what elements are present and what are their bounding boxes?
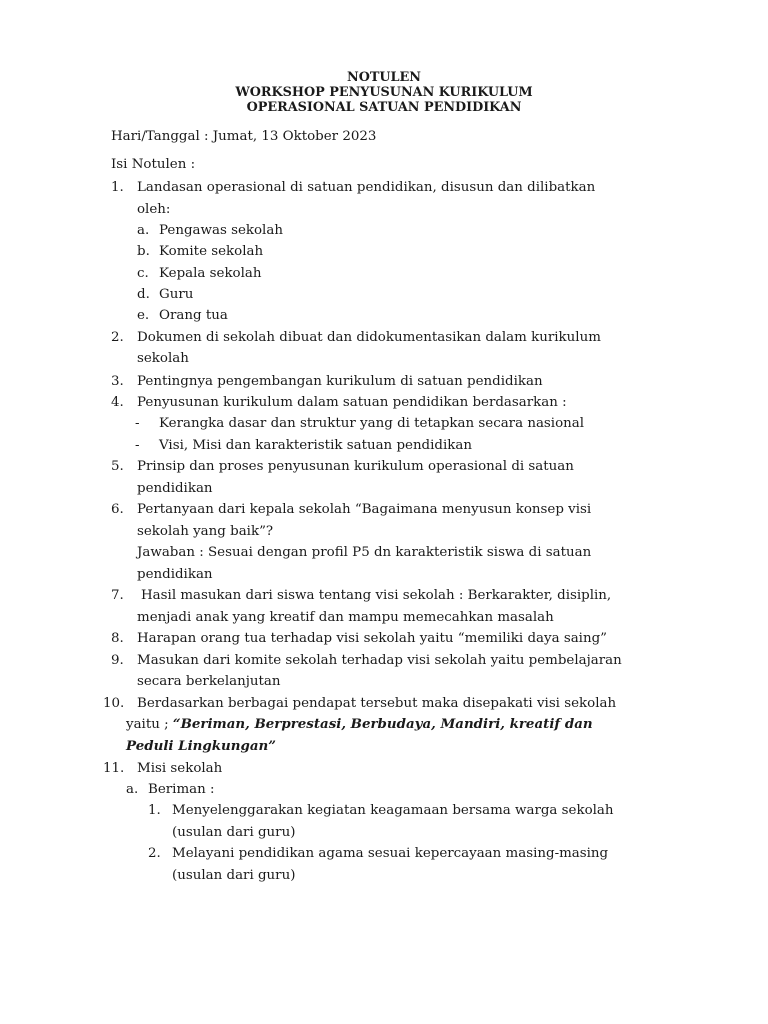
item-4-sub-text: Kerangka dasar dan struktur yang di tetapkan secara nasional xyxy=(159,416,585,431)
item-1-sub-text: Guru xyxy=(159,287,194,302)
item-11-number: 11. xyxy=(103,761,125,776)
item-11-text: Misi sekolah xyxy=(137,761,223,776)
item-9-number: 9. xyxy=(111,653,124,668)
item-8-number: 8. xyxy=(111,631,124,646)
item-1-sub-marker: a. xyxy=(137,223,150,238)
item-1-text: Landasan operasional di satuan pendidikan, disusun dan dilibatkan xyxy=(137,180,596,195)
item-3-text: Pentingnya pengembangan kurikulum di satuan pendidikan xyxy=(137,374,543,389)
item-4-sub-bullet: - xyxy=(135,416,140,431)
item-2-number: 2. xyxy=(111,330,124,345)
item-11-sub-marker: a. xyxy=(126,782,139,797)
mission-number: 2. xyxy=(148,846,161,861)
isi-notulen-label: Isi Notulen : xyxy=(111,157,196,172)
item-10-text: Berdasarkan berbagai pendapat tersebut maka disepakati visi sekolah xyxy=(137,696,617,711)
date-line: Hari/Tanggal : Jumat, 13 Oktober 2023 xyxy=(111,129,377,144)
item-10-number: 10. xyxy=(103,696,125,711)
mission-number: 1. xyxy=(148,803,161,818)
item-1-sub-text: Pengawas sekolah xyxy=(159,223,283,238)
item-11-sub-text: Beriman : xyxy=(148,782,215,797)
item-6-answer-cont: pendidikan xyxy=(137,567,213,582)
item-7-text: Hasil masukan dari siswa tentang visi sekolah : Berkarakter, disiplin, xyxy=(141,588,612,603)
item-6-answer: Jawaban : Sesuai dengan profil P5 dn karakteristik siswa di satuan xyxy=(137,545,592,560)
item-6-text: Pertanyaan dari kepala sekolah “Bagaimana menyusun konsep visi xyxy=(137,502,592,517)
item-1-number: 1. xyxy=(111,180,124,195)
mission-text: Melayani pendidikan agama sesuai kepercayaan masing-masing xyxy=(172,846,609,861)
item-1-sub-text: Komite sekolah xyxy=(159,244,264,259)
item-5-number: 5. xyxy=(111,459,124,474)
item-1-sub-marker: e. xyxy=(137,308,150,323)
item-1-sub-marker: c. xyxy=(137,266,149,281)
item-6-text-cont: sekolah yang baik”? xyxy=(137,524,274,539)
doc-title: NOTULEN xyxy=(347,70,421,85)
item-8-text: Harapan orang tua terhadap visi sekolah yaitu “memiliki daya saing” xyxy=(137,631,607,646)
item-5-text-cont: pendidikan xyxy=(137,481,213,496)
item-4-number: 4. xyxy=(111,395,124,410)
mission-note: (usulan dari guru) xyxy=(172,825,296,840)
item-10-text-cont xyxy=(126,718,593,731)
item-4-sub-text: Visi, Misi dan karakteristik satuan pendidikan xyxy=(159,438,472,453)
vision-statement-cont: Peduli Lingkungan” xyxy=(126,738,276,754)
vision-statement: “Beriman, Berprestasi, Berbudaya, Mandiri, kreatif dan xyxy=(172,716,593,732)
item-1-sub-text: Kepala sekolah xyxy=(159,266,262,281)
item-1-text-cont: oleh: xyxy=(137,202,171,217)
item-7-text-cont: menjadi anak yang kreatif dan mampu memecahkan masalah xyxy=(137,610,554,625)
item-1-sub-marker: d. xyxy=(137,287,150,302)
item-10-yaitu: yaitu ; xyxy=(126,717,173,732)
item-7-number: 7. xyxy=(111,588,124,603)
item-1-sub-text: Orang tua xyxy=(159,308,228,323)
item-2-text: Dokumen di sekolah dibuat dan didokumentasikan dalam kurikulum xyxy=(137,330,601,345)
item-1-sub-marker: b. xyxy=(137,244,150,259)
item-3-number: 3. xyxy=(111,374,124,389)
item-4-sub-bullet: - xyxy=(135,438,140,453)
item-9-text: Masukan dari komite sekolah terhadap visi sekolah yaitu pembelajaran xyxy=(137,653,622,668)
item-6-number: 6. xyxy=(111,502,124,517)
doc-subtitle-line1: WORKSHOP PENYUSUNAN KURIKULUM xyxy=(235,85,533,100)
item-4-text: Penyusunan kurikulum dalam satuan pendidikan berdasarkan : xyxy=(137,395,567,410)
item-2-text-cont: sekolah xyxy=(137,351,189,366)
item-5-text: Prinsip dan proses penyusunan kurikulum operasional di satuan xyxy=(137,459,574,474)
item-9-text-cont: secara berkelanjutan xyxy=(137,674,281,689)
doc-subtitle-line2: OPERASIONAL SATUAN PENDIDIKAN xyxy=(246,100,522,115)
mission-text: Menyelenggarakan kegiatan keagamaan bersama warga sekolah xyxy=(172,803,614,818)
mission-note: (usulan dari guru) xyxy=(172,868,296,883)
